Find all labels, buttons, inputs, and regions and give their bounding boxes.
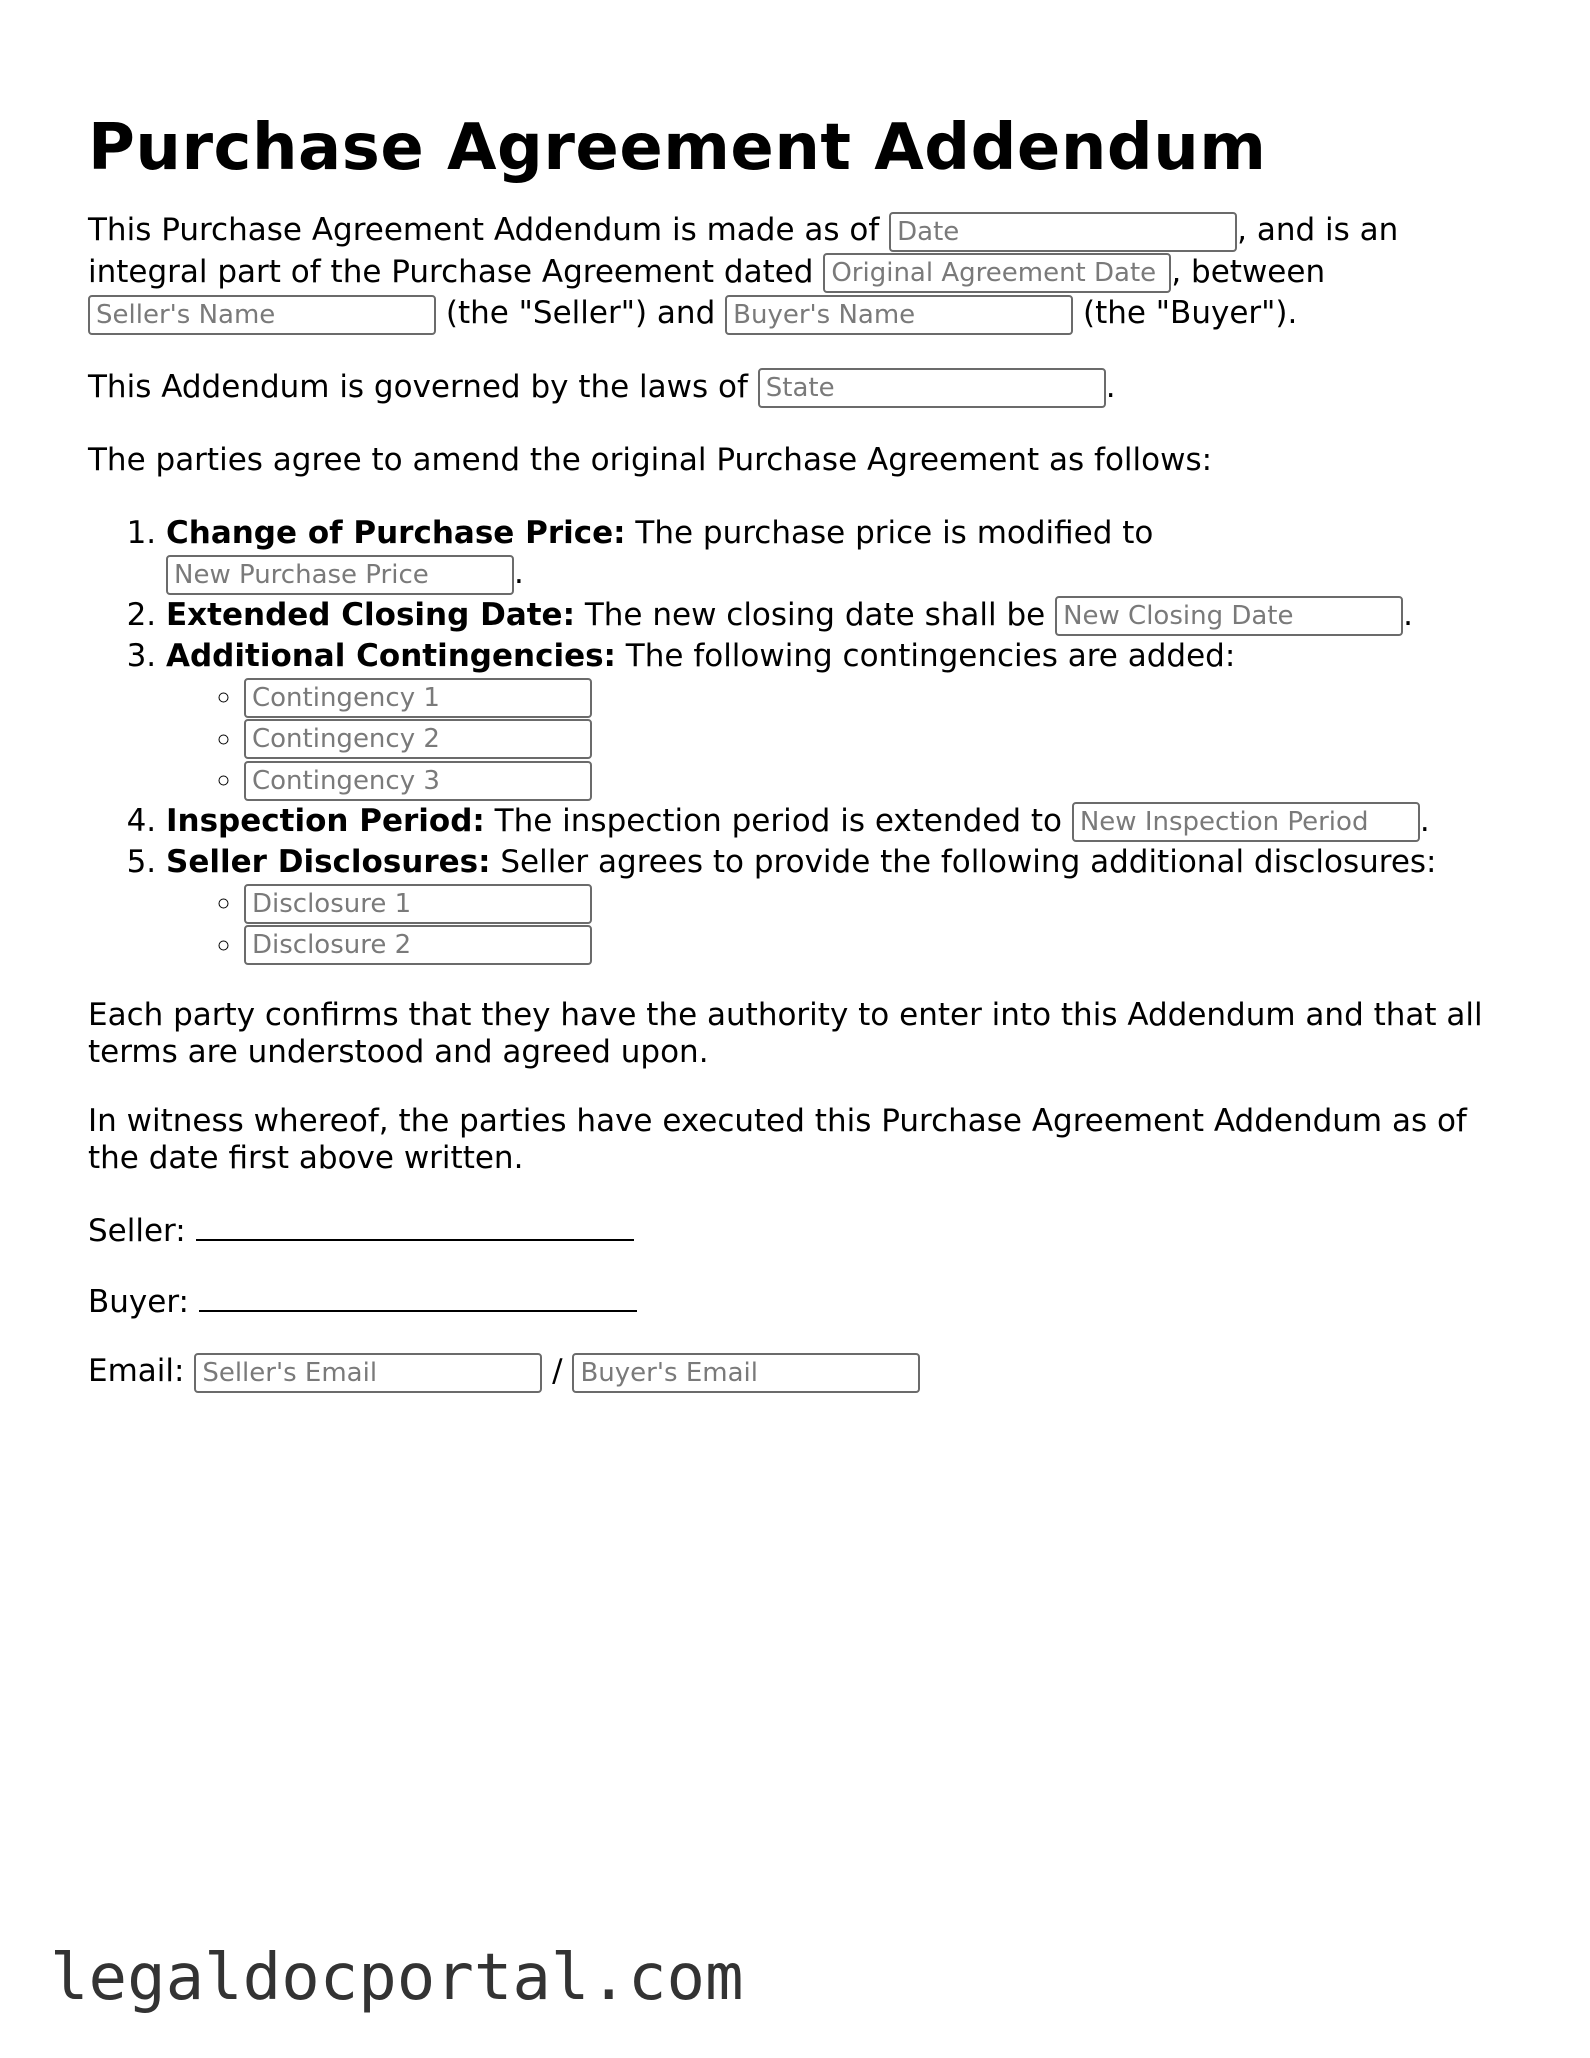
disclosure-1-input[interactable] xyxy=(244,884,592,924)
witness-paragraph: In witness whereof, the parties have executed this Purchase Agreement Addendum as of the date first above written. xyxy=(88,1103,1467,1176)
term-heading: Extended Closing Date: xyxy=(166,596,575,633)
term-heading: Inspection Period: xyxy=(166,802,485,839)
term-text: The new closing date shall be xyxy=(574,596,1056,633)
term-contingencies xyxy=(166,636,1508,801)
contingency-list xyxy=(166,676,1508,801)
term-end: . xyxy=(1403,596,1413,633)
list-item xyxy=(244,676,1508,718)
governing-text-2: . xyxy=(1105,368,1116,405)
intro-paragraph xyxy=(88,210,1508,335)
email-label: Email: xyxy=(88,1353,195,1389)
seller-email-input[interactable] xyxy=(194,1353,542,1393)
site-watermark: legaldocportal.com xyxy=(50,1941,744,2015)
term-purchase-price xyxy=(166,513,1508,595)
authority-paragraph: Each party confirms that they have the authority to enter into this Addendum and that all terms are understood and agreed upon. xyxy=(88,997,1483,1070)
disclosure-2-input[interactable] xyxy=(244,925,592,965)
term-seller-disclosures xyxy=(166,842,1508,965)
buyer-signature-line xyxy=(88,1280,1508,1323)
list-item xyxy=(244,882,1508,924)
term-closing-date xyxy=(166,595,1508,637)
disclosure-list xyxy=(166,882,1508,965)
term-heading: Seller Disclosures: xyxy=(166,844,491,880)
original-agreement-date-input[interactable] xyxy=(823,253,1171,293)
new-purchase-price-input[interactable] xyxy=(166,555,514,595)
email-separator: / xyxy=(542,1353,573,1389)
buyer-email-input[interactable] xyxy=(572,1353,920,1393)
state-input[interactable] xyxy=(758,368,1106,408)
date-input[interactable] xyxy=(889,212,1237,252)
term-text: The inspection period is extended to xyxy=(484,802,1072,839)
list-item xyxy=(244,759,1508,801)
contingency-2-input[interactable] xyxy=(244,719,592,759)
intro-text-5: (the "Buyer"). xyxy=(1073,295,1298,331)
term-text: The purchase price is modified to xyxy=(625,515,1154,551)
buyer-signature-label: Buyer: xyxy=(88,1284,199,1320)
term-end: . xyxy=(514,555,524,591)
seller-name-input[interactable] xyxy=(88,295,436,335)
term-heading: Change of Purchase Price: xyxy=(166,515,626,551)
intro-text-1: This Purchase Agreement Addendum is made as of xyxy=(88,212,890,248)
term-end: . xyxy=(1419,802,1430,839)
term-inspection-period xyxy=(166,801,1508,843)
term-text: Seller agrees to provide the following additional disclosures: xyxy=(490,844,1437,880)
new-inspection-period-input[interactable] xyxy=(1072,802,1420,842)
governing-law-paragraph xyxy=(88,367,1508,409)
seller-signature-line xyxy=(88,1209,1508,1252)
buyer-signature-field[interactable] xyxy=(199,1280,637,1312)
document-page xyxy=(88,108,1508,1421)
amend-intro-paragraph: The parties agree to amend the original Purchase Agreement as follows: xyxy=(88,442,1213,478)
buyer-name-input[interactable] xyxy=(725,295,1073,335)
intro-text-4: (the "Seller") and xyxy=(436,295,726,331)
intro-text-3: , between xyxy=(1171,253,1326,290)
contingency-3-input[interactable] xyxy=(244,761,592,801)
list-item xyxy=(244,718,1508,760)
document-title: Purchase Agreement Addendum xyxy=(88,111,1267,185)
seller-signature-field[interactable] xyxy=(196,1209,634,1241)
contingency-1-input[interactable] xyxy=(244,678,592,718)
seller-signature-label: Seller: xyxy=(88,1213,196,1249)
new-closing-date-input[interactable] xyxy=(1055,596,1403,636)
email-line xyxy=(88,1351,1508,1393)
governing-text-1: This Addendum is governed by the laws of xyxy=(88,368,758,405)
term-text: The following contingencies are added: xyxy=(615,638,1236,674)
amendment-list xyxy=(88,513,1508,965)
term-heading: Additional Contingencies: xyxy=(166,638,616,674)
intro-text-2: , and is an integral part of the Purchase Agreement dated xyxy=(88,212,1399,290)
list-item xyxy=(244,924,1508,966)
